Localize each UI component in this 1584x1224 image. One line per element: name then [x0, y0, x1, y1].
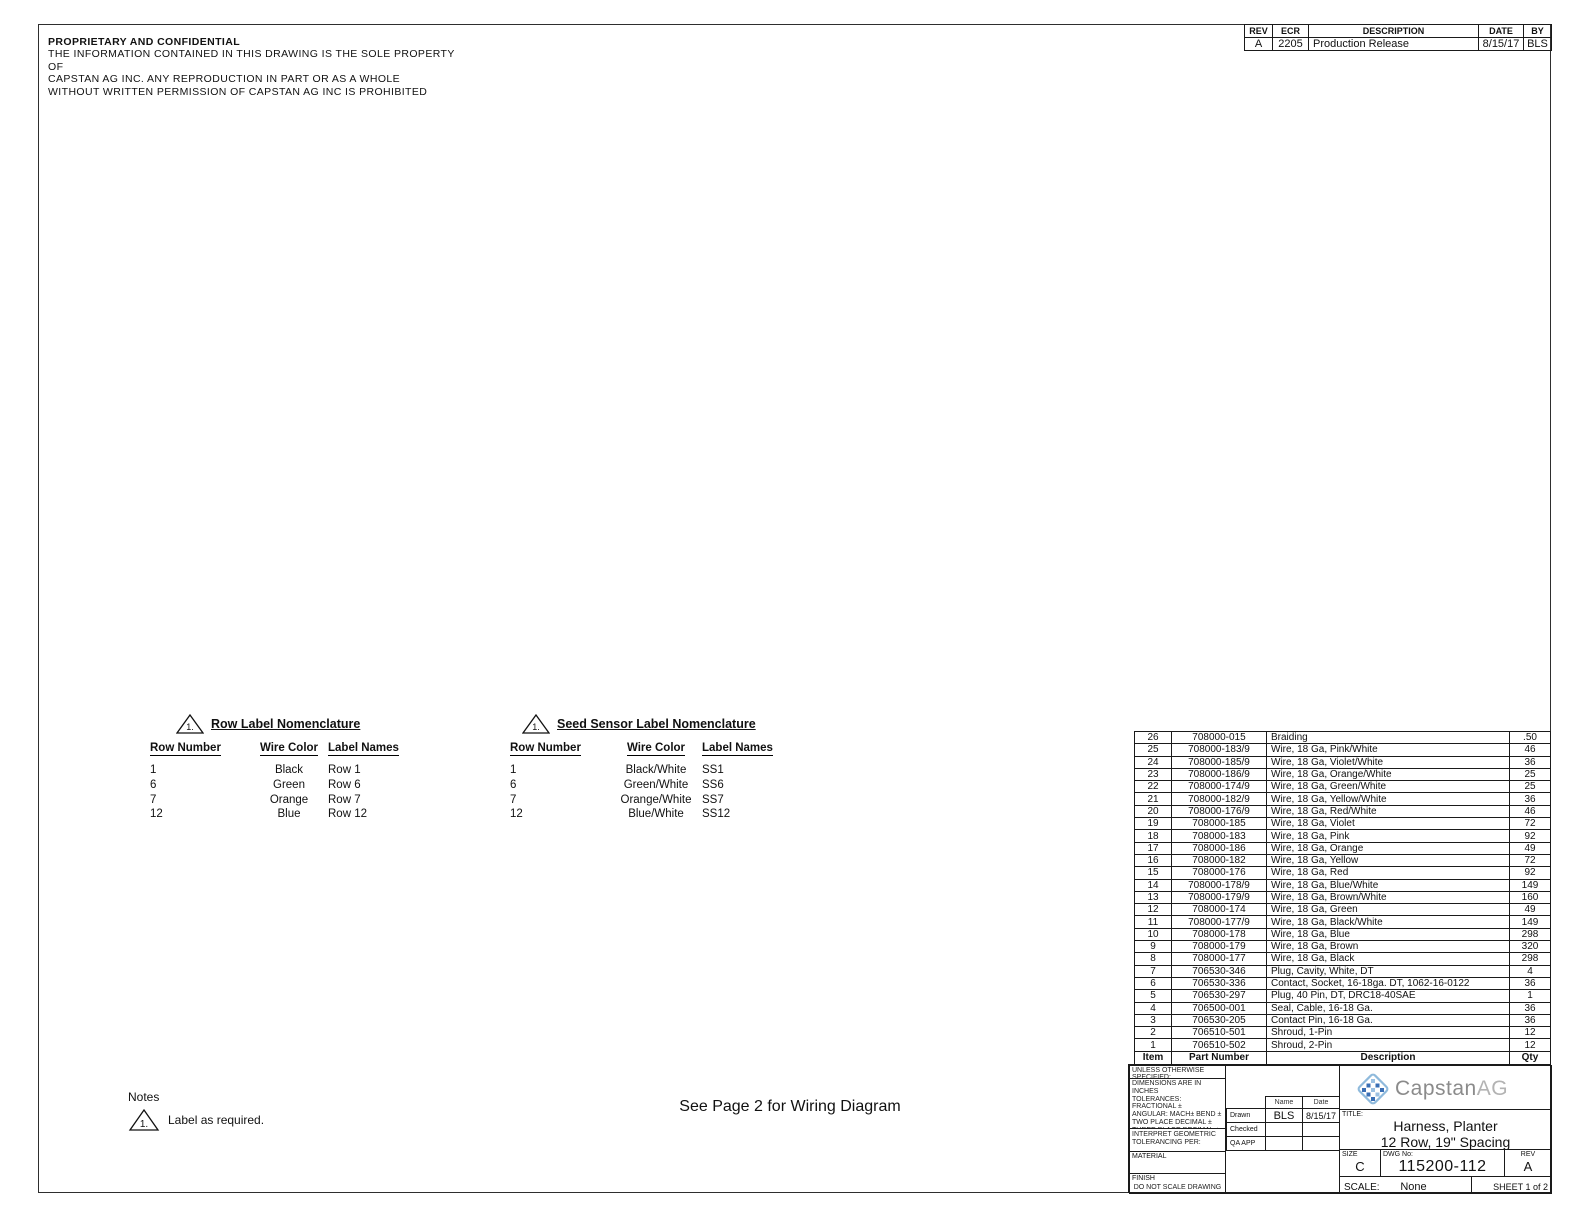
title-cell	[1339, 1109, 1552, 1150]
bom-part-number: 708000-178	[1172, 928, 1267, 940]
bom-quantity: 149	[1510, 916, 1551, 928]
proprietary-title: PROPRIETARY AND CONFIDENTIAL	[48, 36, 241, 48]
date-col-header: DATE	[1479, 25, 1524, 38]
flag-number: 1.	[139, 1119, 149, 1130]
bom-row	[1135, 830, 1551, 842]
bom-item-number: 8	[1135, 953, 1172, 965]
wiring-diagram-note: See Page 2 for Wiring Diagram	[679, 1098, 901, 1115]
scale-label: SCALE:	[1344, 1182, 1380, 1193]
seed-nomenclature-title: Seed Sensor Label Nomenclature	[557, 717, 756, 731]
bom-row	[1135, 1002, 1551, 1014]
bom-description: Wire, 18 Ga, Blue	[1267, 928, 1510, 940]
seed-sensor-nomenclature	[510, 712, 780, 822]
bom-row	[1135, 793, 1551, 805]
label-name-cell: Row 6	[328, 778, 361, 791]
bom-item-number: 10	[1135, 928, 1172, 940]
flag-number: 1.	[532, 722, 540, 732]
signature-name: BLS	[1266, 1109, 1303, 1123]
col-header-row-number: Row Number	[150, 742, 221, 754]
interpret-geometric-cell	[1129, 1128, 1226, 1152]
bom-item-number: 6	[1135, 977, 1172, 989]
bom-description: Contact Pin, 16-18 Ga.	[1267, 1014, 1510, 1026]
scale-value: None	[1400, 1181, 1427, 1193]
drawing-title-line1: Harness, Planter	[1393, 1118, 1498, 1134]
row-number-cell: 12	[150, 808, 163, 821]
logo-brand-ag: AG	[1476, 1077, 1509, 1100]
bom-description: Wire, 18 Ga, Orange	[1267, 842, 1510, 854]
bom-row	[1135, 756, 1551, 768]
bom-part-number: 708000-182	[1172, 854, 1267, 866]
size-label: SIZE	[1342, 1151, 1358, 1158]
wire-color-cell: Green	[273, 778, 305, 791]
finish-label: FINISH	[1132, 1175, 1155, 1182]
bom-part-number: 708000-185/9	[1172, 756, 1267, 768]
logo-brand: Capstan	[1395, 1077, 1477, 1100]
do-not-scale-text: DO NOT SCALE DRAWING	[1133, 1184, 1222, 1191]
rev-value: A	[1523, 1159, 1533, 1174]
scale-cell	[1339, 1176, 1472, 1194]
bom-row	[1135, 805, 1551, 817]
revision-ecr: 2205	[1273, 38, 1309, 51]
signature-name	[1266, 1137, 1303, 1151]
bom-description: Wire, 18 Ga, Green/White	[1267, 781, 1510, 793]
bom-item-number: 17	[1135, 842, 1172, 854]
bom-part-number: 706510-502	[1172, 1039, 1267, 1051]
bom-description: Seal, Cable, 16-18 Ga.	[1267, 1002, 1510, 1014]
bom-row	[1135, 928, 1551, 940]
bom-part-number: 706530-297	[1172, 990, 1267, 1002]
bom-part-number: 706510-501	[1172, 1027, 1267, 1039]
bom-part-number: 706530-205	[1172, 1014, 1267, 1026]
wire-color-cell: Green/White	[623, 778, 689, 791]
bom-quantity: 36	[1510, 977, 1551, 989]
col-header-wire-color: Wire Color	[259, 742, 319, 754]
signature-header-row	[1227, 1097, 1340, 1109]
bom-description: Wire, 18 Ga, Yellow	[1267, 854, 1510, 866]
note-flag-triangle-icon	[128, 1108, 160, 1132]
bom-item-number: 1	[1135, 1039, 1172, 1051]
bom-part-number: 708000-179	[1172, 941, 1267, 953]
revision-by: BLS	[1524, 38, 1552, 51]
bom-description-header: Description	[1267, 1051, 1510, 1064]
label-name-cell: SS7	[702, 793, 724, 806]
bom-part-number: 708000-179/9	[1172, 891, 1267, 903]
revision-description: Production Release	[1309, 38, 1479, 51]
signature-date	[1303, 1137, 1340, 1151]
bom-item-header: Item	[1135, 1051, 1172, 1064]
wire-color-cell: Orange/White	[620, 793, 692, 806]
signature-row	[1227, 1137, 1340, 1151]
tolerance-line: TOLERANCES:	[1132, 1095, 1182, 1103]
tolerance-line: ANGULAR: MACH± BEND ±	[1132, 1111, 1222, 1119]
revision-rows	[1245, 38, 1552, 51]
bom-item-number: 9	[1135, 941, 1172, 953]
bom-item-number: 25	[1135, 744, 1172, 756]
description-col-header: DESCRIPTION	[1309, 25, 1479, 38]
bom-quantity: 149	[1510, 879, 1551, 891]
revision-row	[1245, 38, 1552, 51]
bom-description: Wire, 18 Ga, Brown	[1267, 941, 1510, 953]
signature-role-label: Checked	[1227, 1123, 1266, 1137]
flag-number: 1.	[186, 722, 194, 732]
bom-quantity: 36	[1510, 1014, 1551, 1026]
bom-table	[1134, 731, 1551, 1065]
note-1-text: Label as required.	[168, 1113, 265, 1127]
rev-cell	[1504, 1149, 1552, 1177]
bom-description: Wire, 18 Ga, Green	[1267, 904, 1510, 916]
bom-quantity: 1	[1510, 990, 1551, 1002]
signature-date	[1303, 1123, 1340, 1137]
bom-part-number: 708000-183/9	[1172, 744, 1267, 756]
dwg-no-cell	[1380, 1149, 1505, 1177]
bom-description: Contact, Socket, 16-18ga. DT, 1062-16-0122	[1267, 977, 1510, 989]
bom-item-number: 4	[1135, 1002, 1172, 1014]
drawing-title-line2: 12 Row, 19" Spacing	[1380, 1134, 1511, 1150]
proprietary-line: THE INFORMATION CONTAINED IN THIS DRAWING IS THE SOLE PROPERTY OF	[48, 48, 455, 73]
bom-item-number: 14	[1135, 879, 1172, 891]
signature-row	[1227, 1109, 1340, 1123]
bom-description: Wire, 18 Ga, Violet	[1267, 818, 1510, 830]
bom-part-number: 708000-177	[1172, 953, 1267, 965]
signature-date: 8/15/17	[1303, 1109, 1340, 1123]
signature-table	[1226, 1096, 1340, 1151]
row-number-cell: 1	[150, 764, 157, 776]
bom-quantity: 92	[1510, 867, 1551, 879]
bom-quantity: 36	[1510, 1002, 1551, 1014]
bom-item-number: 5	[1135, 990, 1172, 1002]
note-flag-triangle-icon	[522, 713, 550, 735]
bom-quantity: 25	[1510, 781, 1551, 793]
date-header: Date	[1303, 1097, 1340, 1109]
bom-item-number: 20	[1135, 805, 1172, 817]
bom-description: Wire, 18 Ga, Brown/White	[1267, 891, 1510, 903]
interpret-line: INTERPRET GEOMETRIC	[1132, 1131, 1216, 1138]
bom-row	[1135, 732, 1551, 744]
revision-rev: A	[1245, 38, 1273, 51]
title-block	[1128, 1064, 1551, 1193]
row-number-cell: 1	[510, 764, 517, 776]
revision-table	[1244, 24, 1552, 51]
bom-item-number: 23	[1135, 768, 1172, 780]
bom-description: Braiding	[1267, 732, 1510, 744]
bom-quantity: 46	[1510, 805, 1551, 817]
signature-row	[1227, 1123, 1340, 1137]
bom-item-number: 15	[1135, 867, 1172, 879]
bom-part-number: 708000-186/9	[1172, 768, 1267, 780]
bom-qty-header: Qty	[1510, 1051, 1551, 1064]
logo-wordmark	[1395, 1077, 1508, 1101]
unless-otherwise-text: UNLESS OTHERWISE SPECIFIED:	[1132, 1067, 1205, 1079]
bom-item-number: 3	[1135, 1014, 1172, 1026]
bom-quantity: 160	[1510, 891, 1551, 903]
bom-item-number: 13	[1135, 891, 1172, 903]
col-header-label-names: Label Names	[328, 742, 399, 754]
sheet-cell	[1471, 1176, 1552, 1194]
note-flag-triangle-icon	[176, 713, 204, 735]
bom-row	[1135, 916, 1551, 928]
bom-item-number: 12	[1135, 904, 1172, 916]
bom-row	[1135, 965, 1551, 977]
bom-description: Wire, 18 Ga, Black	[1267, 953, 1510, 965]
bom-part-number: 708000-174	[1172, 904, 1267, 916]
wire-color-cell: Blue	[277, 808, 301, 821]
bom-part-number: 706500-001	[1172, 1002, 1267, 1014]
bom-part-number: 708000-176	[1172, 867, 1267, 879]
bom-quantity: 12	[1510, 1027, 1551, 1039]
bom-quantity: 12	[1510, 1039, 1551, 1051]
proprietary-line: WITHOUT WRITTEN PERMISSION OF CAPSTAN AG INC IS PROHIBITED	[48, 85, 428, 98]
bom-quantity: 92	[1510, 830, 1551, 842]
title-label: TITLE:	[1342, 1111, 1364, 1118]
row-number-cell: 6	[150, 778, 157, 791]
bom-description: Shroud, 2-Pin	[1267, 1039, 1510, 1051]
bom-row	[1135, 854, 1551, 866]
unless-otherwise-cell	[1129, 1065, 1226, 1079]
signature-name	[1266, 1123, 1303, 1137]
material-cell	[1129, 1151, 1226, 1174]
label-name-cell: Row 12	[328, 808, 367, 821]
bom-quantity: 36	[1510, 756, 1551, 768]
wire-color-cell: Blue/White	[628, 808, 684, 821]
bom-row	[1135, 977, 1551, 989]
bom-quantity: 320	[1510, 941, 1551, 953]
proprietary-line: CAPSTAN AG INC. ANY REPRODUCTION IN PART OR AS A WHOLE	[48, 73, 401, 85]
bom-quantity: 72	[1510, 818, 1551, 830]
label-name-cell: Row 7	[328, 793, 361, 806]
bom-row	[1135, 990, 1551, 1002]
bom-description: Wire, 18 Ga, Yellow/White	[1267, 793, 1510, 805]
seed-nomenclature-rows	[510, 763, 780, 822]
bom-row	[1135, 768, 1551, 780]
bom-description: Wire, 18 Ga, Pink	[1267, 830, 1510, 842]
row-number-cell: 6	[510, 778, 517, 791]
bom-item-number: 7	[1135, 965, 1172, 977]
bom-quantity: 4	[1510, 965, 1551, 977]
interpret-line: TOLERANCING PER:	[1132, 1139, 1201, 1146]
bom-item-number: 26	[1135, 732, 1172, 744]
ecr-col-header: ECR	[1273, 25, 1309, 38]
notes-title: Notes	[128, 1090, 160, 1104]
bom-description: Wire, 18 Ga, Violet/White	[1267, 756, 1510, 768]
bom-description: Plug, Cavity, White, DT	[1267, 965, 1510, 977]
bom-quantity: 298	[1510, 928, 1551, 940]
bom-quantity: 49	[1510, 842, 1551, 854]
row-nomenclature-title: Row Label Nomenclature	[211, 717, 361, 731]
bom-item-number: 19	[1135, 818, 1172, 830]
dwg-no-label: DWG No:	[1383, 1151, 1413, 1158]
bom-part-number: 708000-186	[1172, 842, 1267, 854]
col-header-row-number: Row Number	[510, 742, 581, 754]
capstan-logo-icon	[1354, 1070, 1392, 1108]
row-number-cell: 12	[510, 808, 523, 821]
bom-part-number: 708000-183	[1172, 830, 1267, 842]
bom-quantity: 72	[1510, 854, 1551, 866]
proprietary-notice	[48, 36, 468, 98]
bom-rows	[1135, 732, 1551, 1052]
bom-item-number: 16	[1135, 854, 1172, 866]
row-number-cell: 7	[510, 793, 517, 806]
tolerance-line: DIMENSIONS ARE IN INCHES	[1132, 1080, 1202, 1095]
bom-row	[1135, 1039, 1551, 1051]
bom-quantity: 36	[1510, 793, 1551, 805]
size-cell	[1339, 1149, 1381, 1177]
row-label-nomenclature	[150, 712, 420, 822]
size-value: C	[1355, 1159, 1365, 1174]
bom-quantity: 298	[1510, 953, 1551, 965]
row-nomenclature-rows	[150, 763, 420, 822]
bom-item-number: 22	[1135, 781, 1172, 793]
bom-part-number: 706530-346	[1172, 965, 1267, 977]
bom-row	[1135, 941, 1551, 953]
bom-item-number: 18	[1135, 830, 1172, 842]
bom-description: Wire, 18 Ga, Orange/White	[1267, 768, 1510, 780]
bom-row	[1135, 1027, 1551, 1039]
bom-row	[1135, 781, 1551, 793]
tolerances-cell	[1129, 1078, 1226, 1129]
label-name-cell: SS1	[702, 764, 724, 776]
tolerance-line: FRACTIONAL ±	[1132, 1103, 1182, 1111]
bom-row	[1135, 818, 1551, 830]
bom-row	[1135, 953, 1551, 965]
bom-header-row	[1135, 1051, 1551, 1064]
label-name-cell: Row 1	[328, 764, 361, 776]
col-header-label-names: Label Names	[702, 742, 773, 754]
dwg-no-value: 115200-112	[1398, 1158, 1487, 1175]
bom-part-number: 708000-182/9	[1172, 793, 1267, 805]
bom-description: Wire, 18 Ga, Red/White	[1267, 805, 1510, 817]
material-label: MATERIAL	[1132, 1153, 1167, 1160]
bom-description: Wire, 18 Ga, Black/White	[1267, 916, 1510, 928]
bom-part-number: 708000-178/9	[1172, 879, 1267, 891]
tolerance-line: TWO PLACE DECIMAL ±	[1132, 1118, 1212, 1126]
label-name-cell: SS12	[702, 808, 731, 821]
bom-row	[1135, 744, 1551, 756]
bom-part-number: 708000-174/9	[1172, 781, 1267, 793]
bom-part-number: 708000-176/9	[1172, 805, 1267, 817]
signature-rows	[1227, 1109, 1340, 1151]
wire-color-cell: Black/White	[625, 764, 687, 776]
bom-part-number: 708000-185	[1172, 818, 1267, 830]
label-name-cell: SS6	[702, 778, 724, 791]
bom-description: Wire, 18 Ga, Red	[1267, 867, 1510, 879]
logo-cell	[1339, 1065, 1552, 1109]
bom-item-number: 11	[1135, 916, 1172, 928]
bom-part-number: 706530-336	[1172, 977, 1267, 989]
bom-item-number: 2	[1135, 1027, 1172, 1039]
bom-quantity: 25	[1510, 768, 1551, 780]
wire-color-cell: Black	[274, 764, 304, 776]
bom-description: Shroud, 1-Pin	[1267, 1027, 1510, 1039]
sheet-number: SHEET 1 of 2	[1493, 1182, 1548, 1192]
bom-quantity: 46	[1510, 744, 1551, 756]
notes-section	[128, 1090, 264, 1132]
bom-description: Wire, 18 Ga, Pink/White	[1267, 744, 1510, 756]
bom-part-number-header: Part Number	[1172, 1051, 1267, 1064]
col-header-wire-color: Wire Color	[626, 742, 686, 754]
wire-color-cell: Orange	[269, 793, 309, 806]
bom-quantity: 49	[1510, 904, 1551, 916]
bom-row	[1135, 867, 1551, 879]
revision-header-row	[1245, 25, 1552, 38]
bom-row	[1135, 842, 1551, 854]
bom-row	[1135, 904, 1551, 916]
bom-item-number: 24	[1135, 756, 1172, 768]
bom-quantity: .50	[1510, 732, 1551, 744]
signature-role-label: Drawn	[1227, 1109, 1266, 1123]
bom-description: Plug, 40 Pin, DT, DRC18-40SAE	[1267, 990, 1510, 1002]
bom-item-number: 21	[1135, 793, 1172, 805]
bom-row	[1135, 1014, 1551, 1026]
bom-row	[1135, 891, 1551, 903]
by-col-header: BY	[1524, 25, 1552, 38]
bom-row	[1135, 879, 1551, 891]
signature-header-spacer	[1227, 1097, 1266, 1109]
name-header: Name	[1266, 1097, 1303, 1109]
finish-cell	[1129, 1173, 1226, 1194]
bom-part-number: 708000-015	[1172, 732, 1267, 744]
rev-col-header: REV	[1245, 25, 1273, 38]
row-number-cell: 7	[150, 793, 157, 806]
bom-part-number: 708000-177/9	[1172, 916, 1267, 928]
rev-label: REV	[1520, 1151, 1536, 1158]
bom-description: Wire, 18 Ga, Blue/White	[1267, 879, 1510, 891]
revision-date: 8/15/17	[1479, 38, 1524, 51]
signature-role-label: QA APP	[1227, 1137, 1266, 1151]
